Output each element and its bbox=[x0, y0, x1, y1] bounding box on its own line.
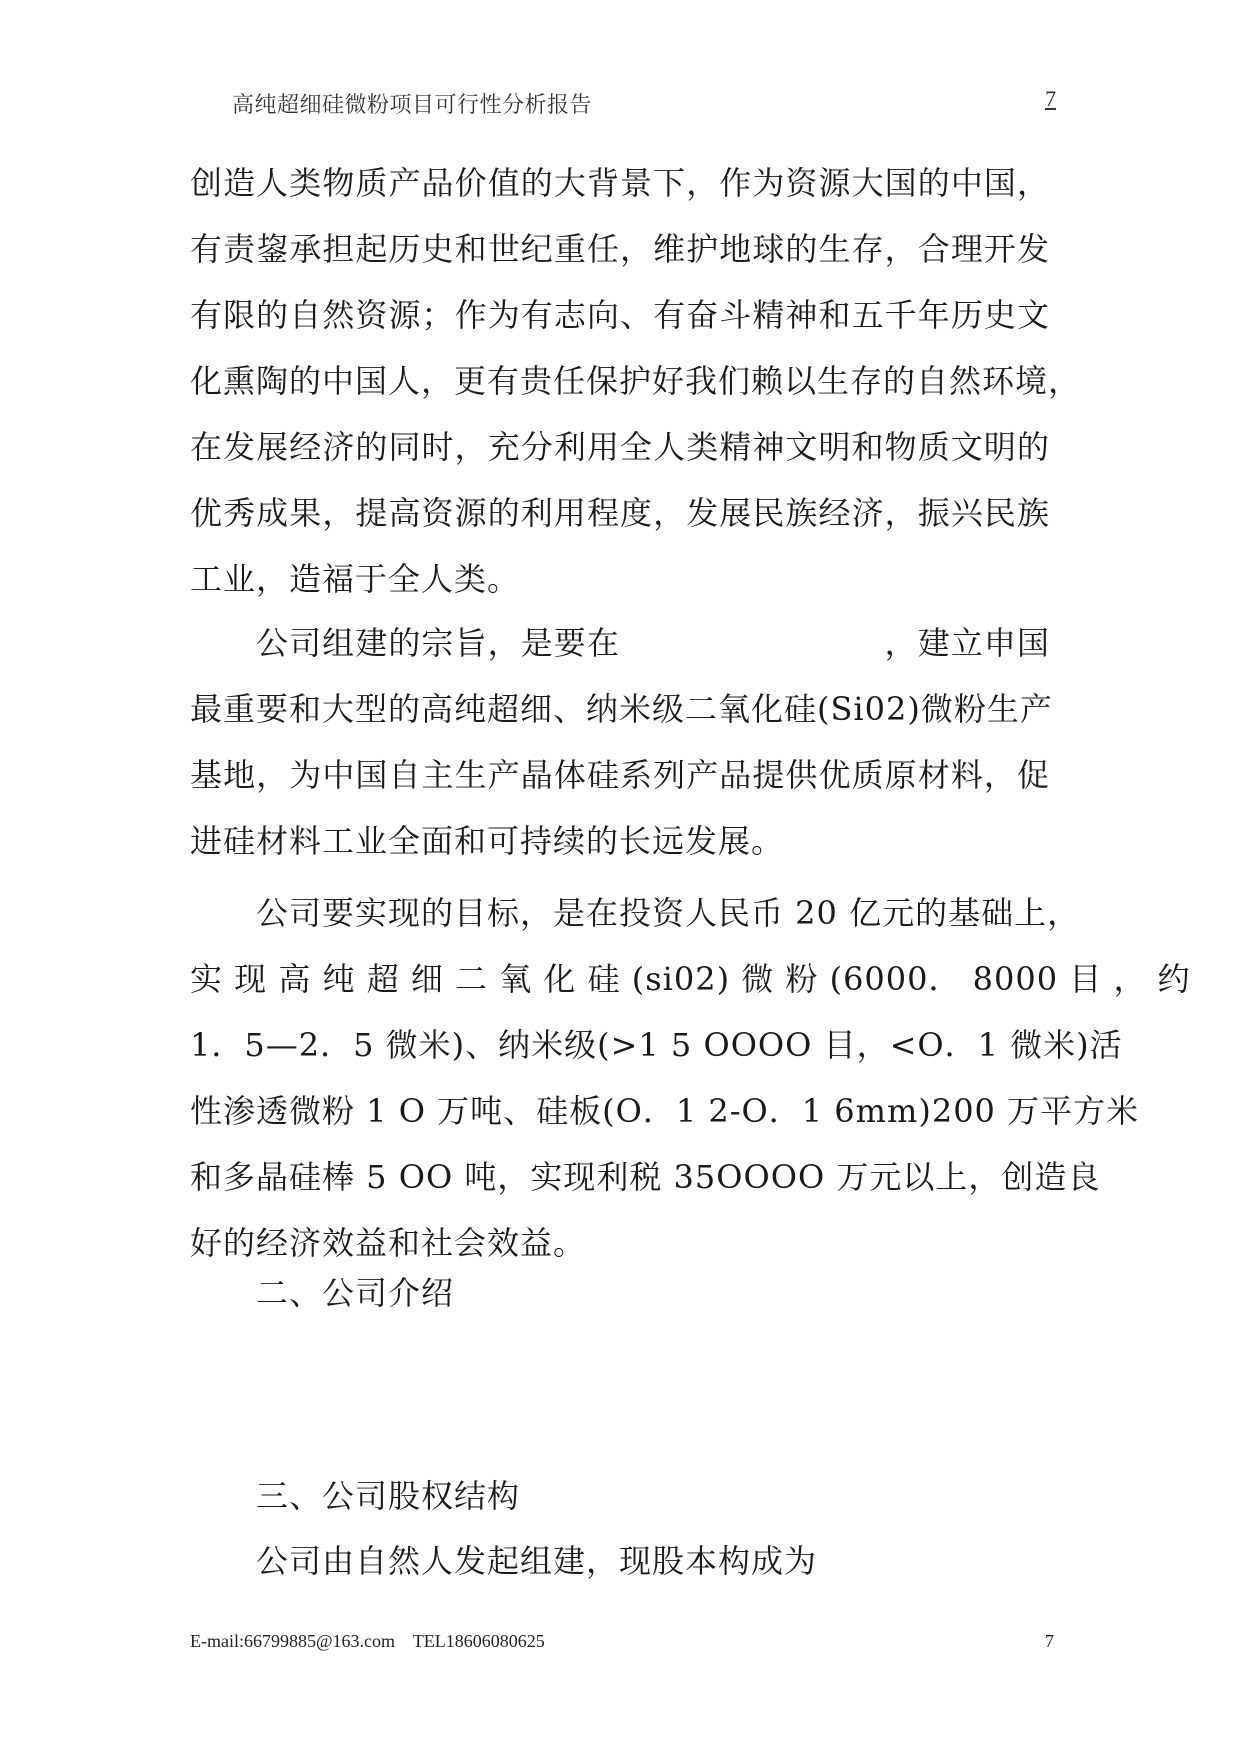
paragraph-line: 公司要实现的目标，是在投资人民币 20 亿元的基础上， bbox=[256, 894, 1081, 932]
paragraph-line: 有责鋆承担起历史和世纪重任，维护地球的生存，合理开发 bbox=[190, 230, 1050, 268]
paragraph-line: 好的经济效益和社会效益。 bbox=[190, 1224, 587, 1262]
paragraph-line: 公司组建的宗旨，是要在 ，建立申国 bbox=[256, 624, 1050, 662]
paragraph-line: 1．5—2．5 微米)、纳米级(>1 5 OOOO 目，<O．1 微米)活 bbox=[190, 1026, 1123, 1064]
paragraph-line: 创造人类物质产品价值的大背景下，作为资源大国的中国， bbox=[190, 164, 1050, 202]
paragraph-equity bbox=[190, 1528, 1050, 1594]
paragraph-line: 实 现 高 纯 超 细 二 氧 化 硅 (si02) 微 粉 (6000． 8000 目 ， 约 bbox=[190, 960, 1191, 998]
section-heading: 二、公司介绍 bbox=[256, 1274, 455, 1312]
paragraph-line: 进硅材料工业全面和可持续的长远发展。 bbox=[190, 822, 785, 860]
paragraph-line: 最重要和大型的高纯超细、纳米级二氧化硅(Si02)微粉生产 bbox=[190, 690, 1053, 728]
paragraph-purpose bbox=[190, 610, 1053, 874]
paragraph-line: 化熏陶的中国人，更有贵任保护好我们赖以生存的自然环境， bbox=[190, 362, 1082, 400]
section-heading: 三、公司股权结构 bbox=[256, 1477, 521, 1515]
paragraph-line: 公司由自然人发起组建，现股本构成为 bbox=[256, 1542, 818, 1580]
header-title: 高纯超细硅微粉项目可行性分析报告 bbox=[232, 93, 593, 118]
footer-page-number: 7 bbox=[1045, 1631, 1054, 1651]
paragraph-background bbox=[190, 150, 1082, 612]
paragraph-line: 基地，为中国自主生产晶体硅系列产品提供优质原材料，促 bbox=[190, 756, 1050, 794]
paragraph-line: 性渗透微粉 1 O 万吨、硅板(O．1 2-O．1 6mm)200 万平方米 bbox=[190, 1092, 1140, 1130]
paragraph-line: 在发展经济的同时，充分利用全人类精神文明和物质文明的 bbox=[190, 428, 1050, 466]
paragraph-line: 优秀成果，提高资源的利用程度，发展民族经济，振兴民族 bbox=[190, 494, 1050, 532]
paragraph-goals bbox=[190, 880, 1191, 1276]
paragraph-line: 工业，造福于全人类。 bbox=[190, 560, 521, 598]
paragraph-line: 和多晶硅棒 5 OO 吨，实现利税 35OOOO 万元以上，创造良 bbox=[190, 1158, 1101, 1196]
footer-contact: E-mail:66799885@163.com TEL18606080625 bbox=[190, 1631, 545, 1651]
section-heading-equity-structure bbox=[190, 1463, 1050, 1529]
header-page-number: 7 bbox=[1045, 86, 1056, 111]
paragraph-line: 有限的自然资源；作为有志向、有奋斗精神和五千年历史文 bbox=[190, 296, 1050, 334]
section-heading-company-intro bbox=[190, 1260, 1050, 1326]
